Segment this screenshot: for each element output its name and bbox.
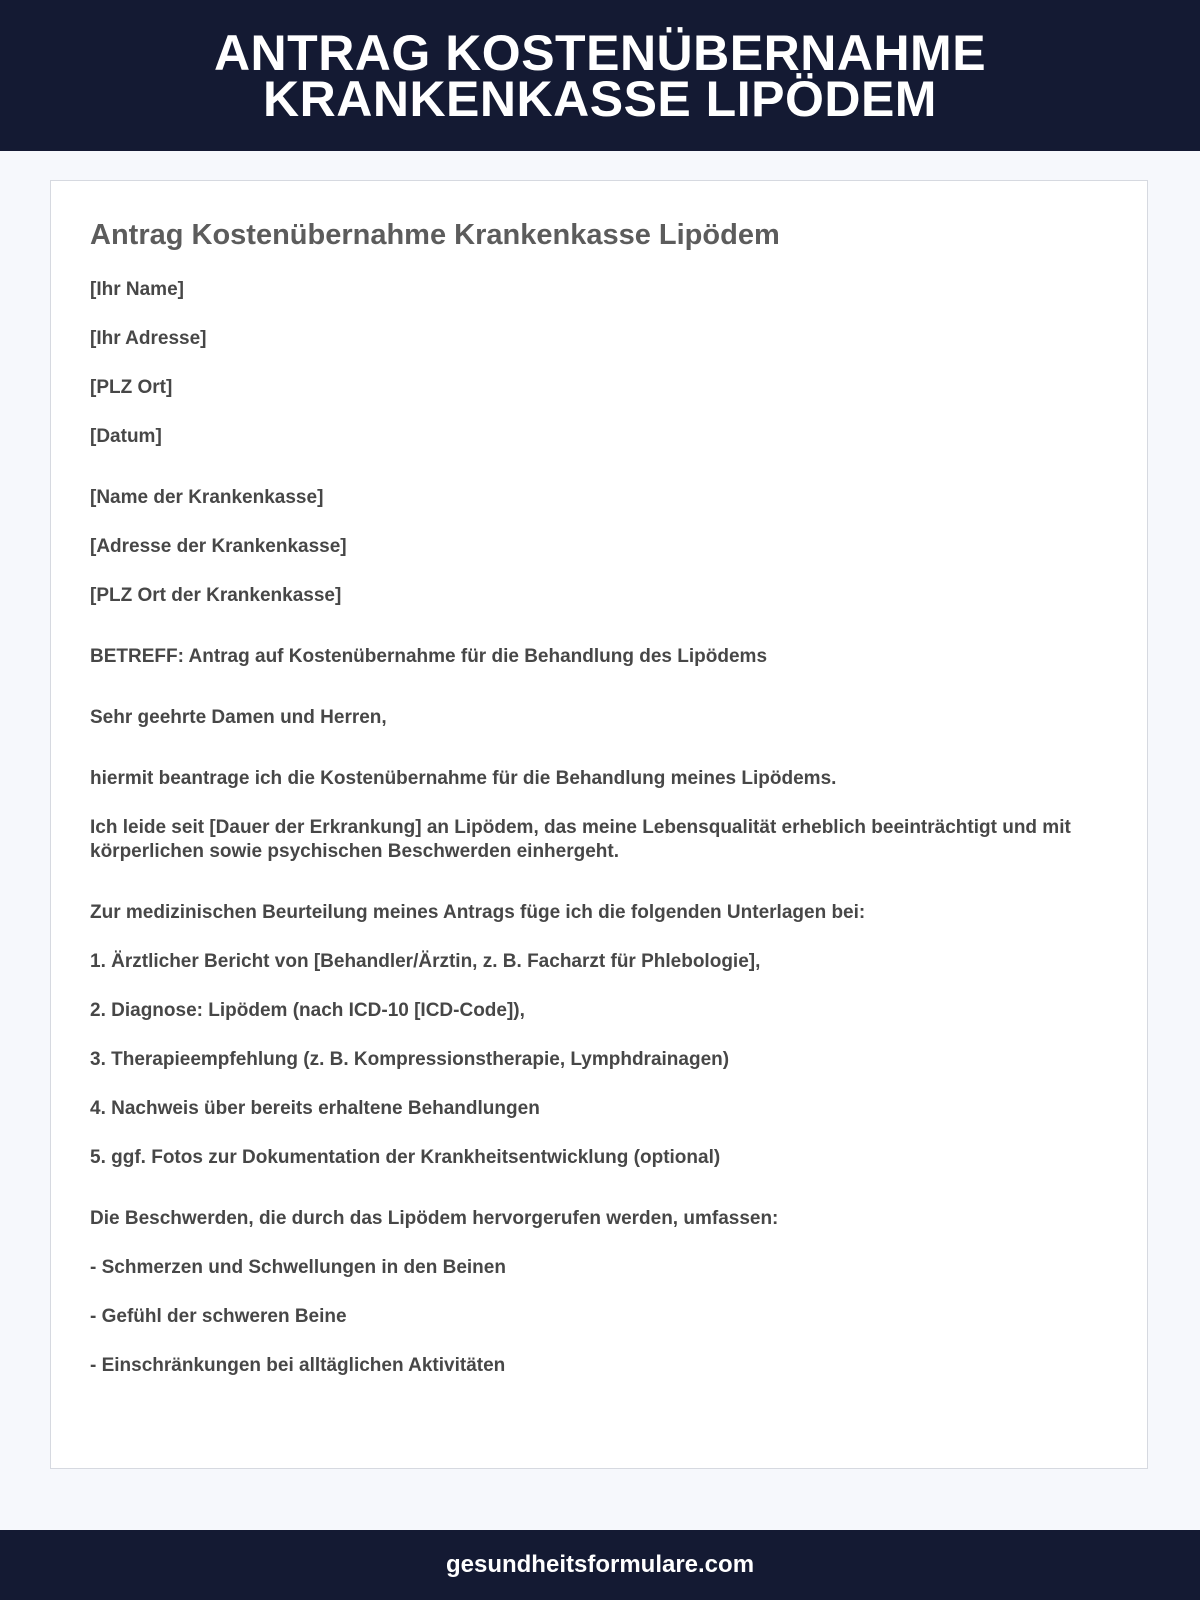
page-footer bbox=[0, 1530, 1200, 1600]
attachment-item: 5. ggf. Fotos zur Dokumentation der Krankheitsentwicklung (optional) bbox=[90, 1147, 721, 1168]
attachment-item: 1. Ärztlicher Bericht von [Behandler/Ärztin, z. B. Facharzt für Phlebologie], bbox=[90, 951, 761, 972]
sender-address: [Ihr Adresse] bbox=[90, 328, 207, 349]
sender-city: [PLZ Ort] bbox=[90, 377, 173, 398]
complaint-item: - Einschränkungen bei alltäglichen Aktivitäten bbox=[90, 1355, 506, 1376]
recipient-name: [Name der Krankenkasse] bbox=[90, 487, 324, 508]
recipient-city: [PLZ Ort der Krankenkasse] bbox=[90, 585, 342, 606]
attachment-item: 3. Therapieempfehlung (z. B. Kompressionstherapie, Lymphdrainagen) bbox=[90, 1049, 730, 1070]
recipient-address: [Adresse der Krankenkasse] bbox=[90, 536, 347, 557]
page-title-line-2: KRANKENKASSE LIPÖDEM bbox=[263, 70, 937, 127]
paragraph-condition: Ich leide seit [Dauer der Erkrankung] an Lipödem, das meine Lebensqualität erheblich beeinträchtigt und mit körperlichen sowie psychischen Beschwerden einhergeht. bbox=[90, 817, 1071, 862]
footer-site-name: gesundheitsformulare.com bbox=[445, 1551, 755, 1578]
page-header bbox=[0, 0, 1200, 151]
attachment-item: 4. Nachweis über bereits erhaltene Behandlungen bbox=[90, 1098, 540, 1119]
document-card bbox=[50, 180, 1148, 1469]
attachment-item: 2. Diagnose: Lipödem (nach ICD-10 [ICD-Code]), bbox=[90, 1000, 525, 1021]
subject-line: BETREFF: Antrag auf Kostenübernahme für die Behandlung des Lipödems bbox=[90, 646, 768, 667]
sender-name: [Ihr Name] bbox=[90, 279, 184, 300]
complaint-item: - Schmerzen und Schwellungen in den Beinen bbox=[90, 1257, 506, 1278]
page-title bbox=[150, 24, 1050, 127]
attachments-intro: Zur medizinischen Beurteilung meines Antrags füge ich die folgenden Unterlagen bei: bbox=[90, 902, 866, 923]
letter-date: [Datum] bbox=[90, 426, 162, 447]
salutation: Sehr geehrte Damen und Herren, bbox=[90, 707, 387, 728]
page-title-line-1: ANTRAG KOSTENÜBERNAHME bbox=[213, 24, 987, 81]
complaints-intro: Die Beschwerden, die durch das Lipödem hervorgerufen werden, umfassen: bbox=[90, 1208, 779, 1229]
complaint-item: - Gefühl der schweren Beine bbox=[90, 1306, 347, 1327]
paragraph-request: hiermit beantrage ich die Kostenübernahme für die Behandlung meines Lipödems. bbox=[90, 768, 837, 789]
document-title: Antrag Kostenübernahme Krankenkasse Lipödem bbox=[90, 219, 780, 251]
